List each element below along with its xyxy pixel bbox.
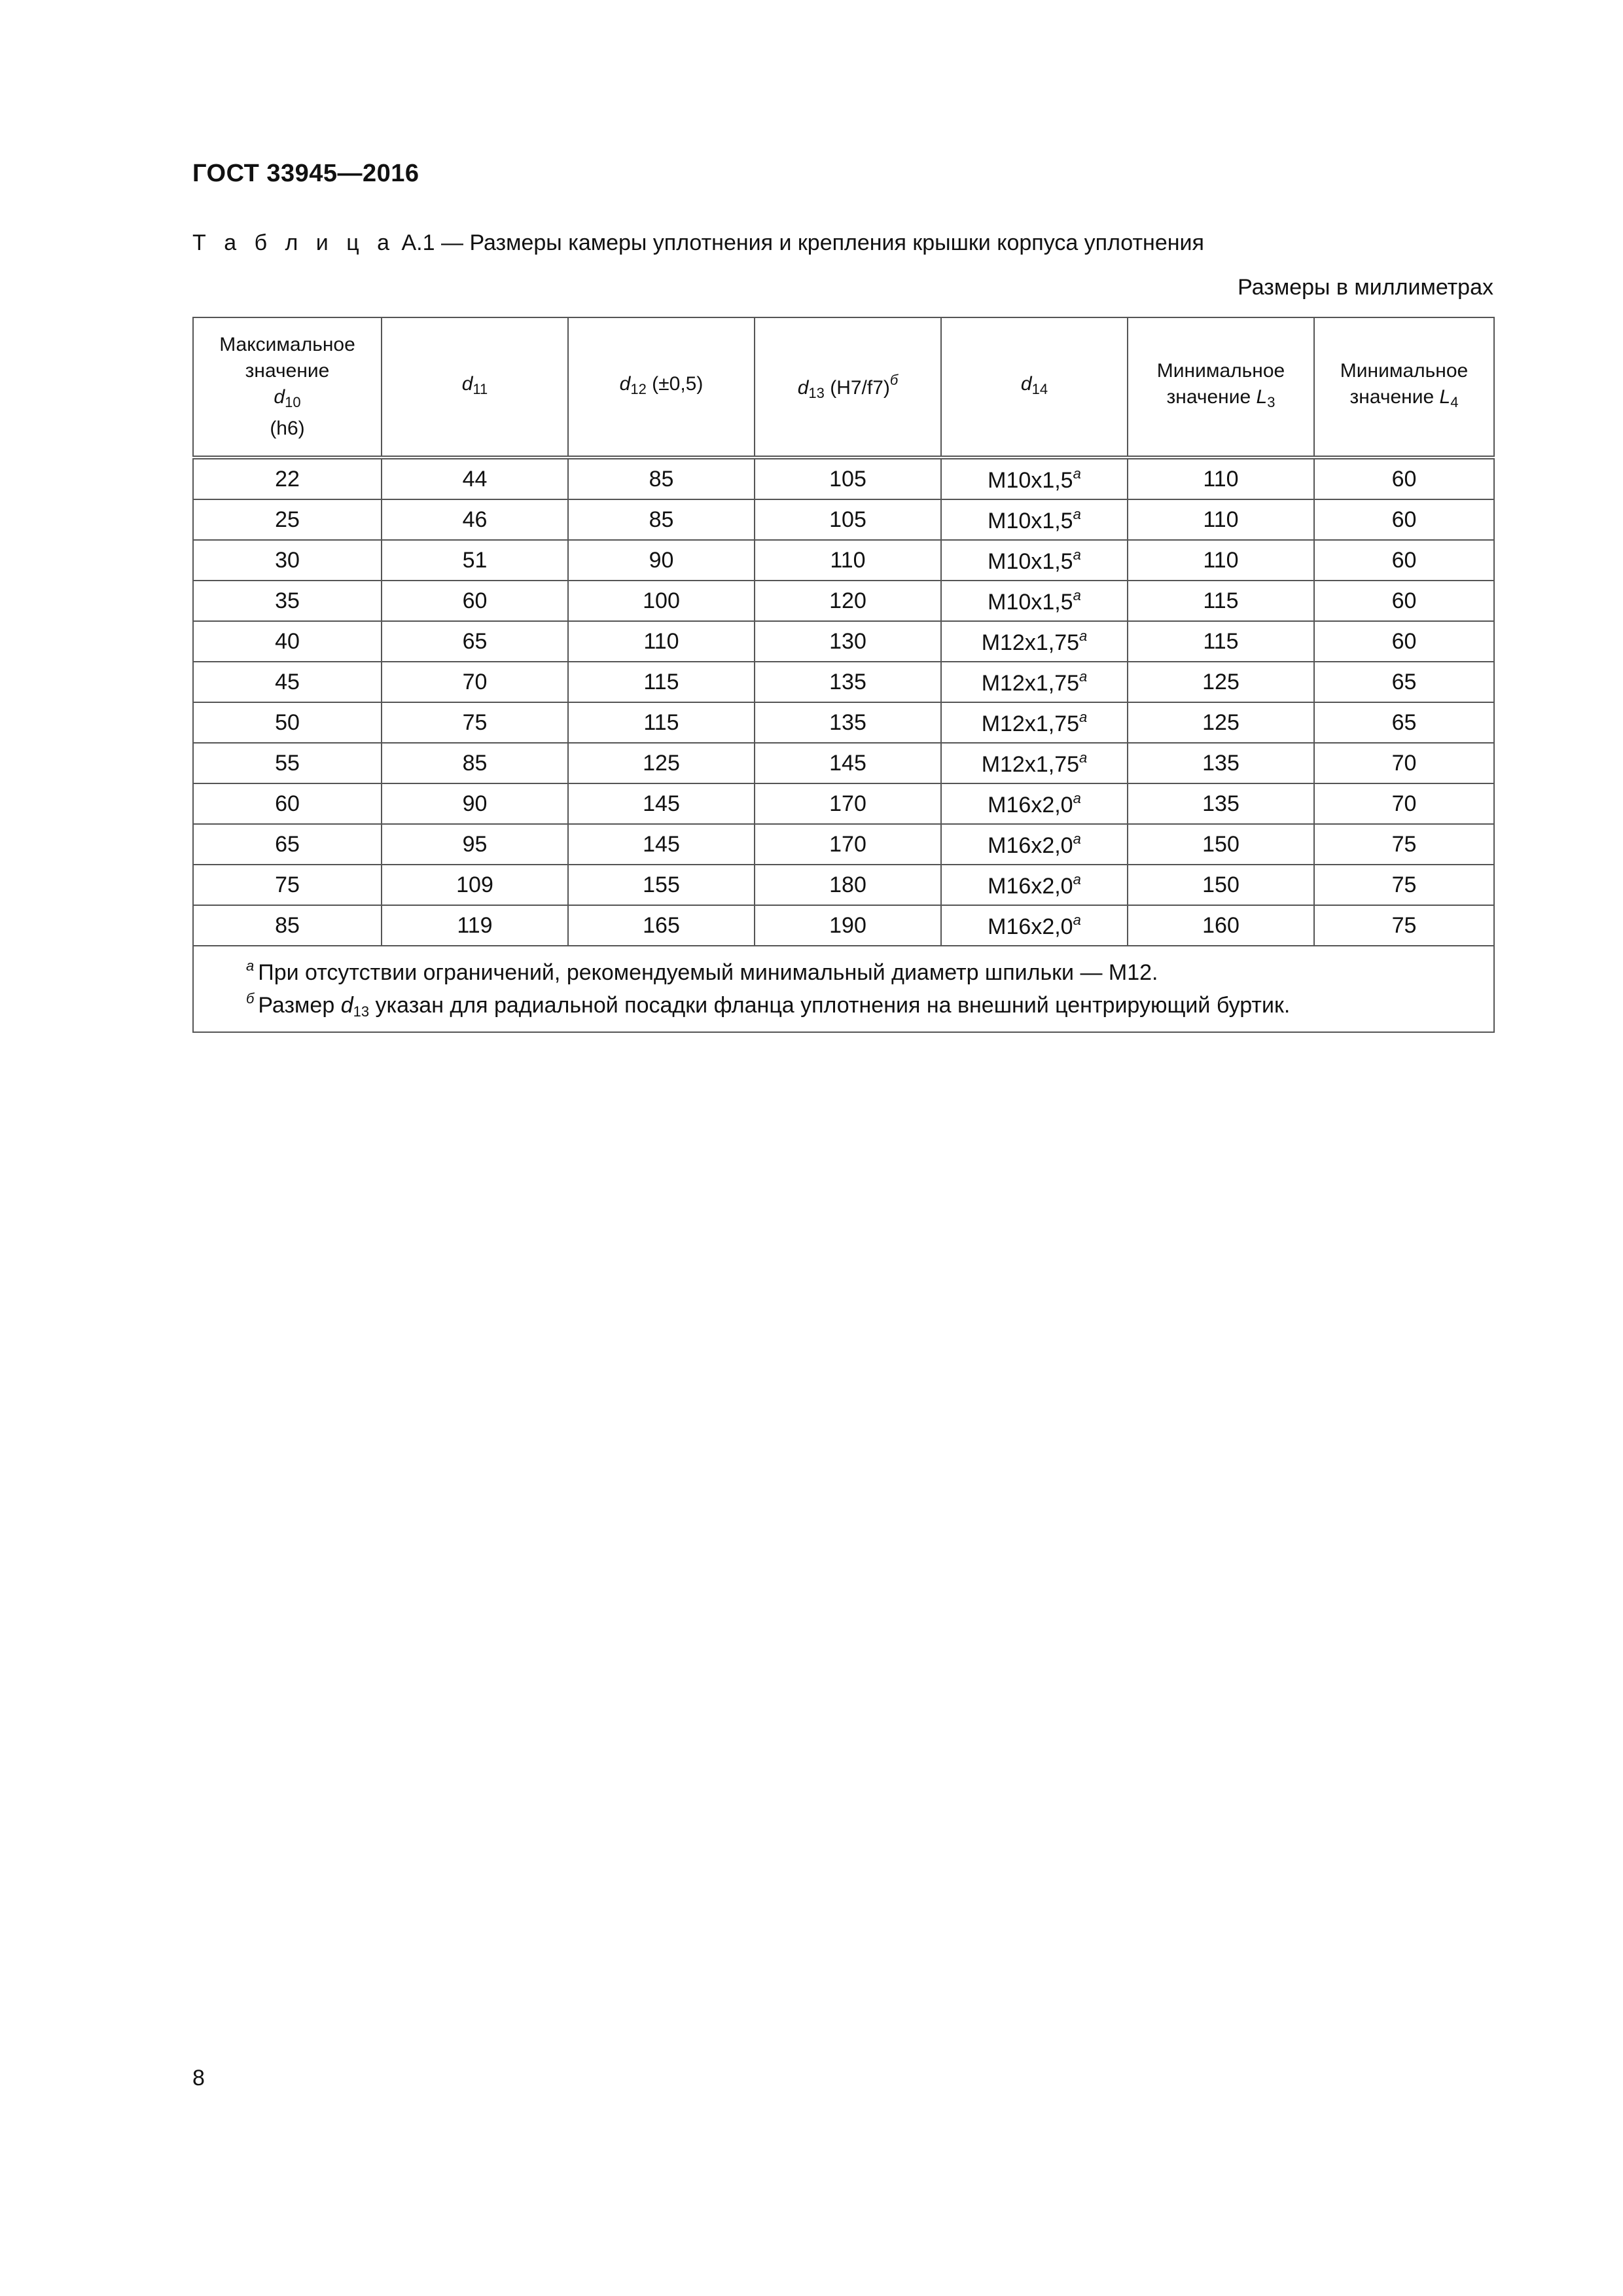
header-L4-line2: значение (1349, 386, 1440, 408)
cell-d13 (755, 581, 941, 621)
cell-d12 (568, 499, 755, 540)
header-L3-sub: 3 (1267, 394, 1275, 410)
footnote-b-post: указан для радиальной посадки фланца уплотнения на внешний центрирующий буртик. (369, 993, 1291, 1018)
cell-d10 (193, 824, 382, 865)
cell-d11-value: 51 (462, 547, 488, 573)
cell-d12 (568, 743, 755, 783)
cell-d10 (193, 783, 382, 824)
cell-d11 (382, 662, 568, 702)
cell-d14-value: M12x1,75 (981, 630, 1080, 655)
cell-L3 (1128, 457, 1314, 499)
cell-L3-value: 110 (1203, 466, 1239, 492)
cell-d10-value: 40 (275, 628, 300, 654)
cell-d10-value: 75 (275, 872, 300, 897)
cell-L3 (1128, 702, 1314, 743)
footnote-b-pre: Размер (258, 993, 341, 1018)
cell-d12-value: 90 (649, 547, 674, 573)
cell-L3-value: 125 (1202, 709, 1240, 735)
cell-L4 (1314, 581, 1494, 621)
footnote-b-sub: 13 (353, 1003, 370, 1020)
header-d14 (941, 317, 1128, 457)
footnote-b-mark: б (246, 990, 255, 1007)
cell-d13 (755, 783, 941, 824)
cell-d12-value: 125 (643, 750, 680, 776)
cell-d13-value: 105 (829, 507, 866, 532)
header-L4 (1314, 317, 1494, 457)
cell-d13-value: 110 (830, 547, 866, 573)
page-number: 8 (192, 2066, 205, 2090)
footnote-mark: a (1073, 911, 1081, 928)
cell-L3-value: 160 (1202, 912, 1240, 938)
cell-d13-value: 135 (829, 709, 866, 735)
cell-d12-value: 145 (643, 791, 680, 816)
cell-d11 (382, 457, 568, 499)
header-d11-sub: 11 (473, 381, 488, 397)
cell-d11-value: 109 (456, 872, 493, 897)
cell-d10 (193, 702, 382, 743)
cell-L4-value: 70 (1391, 750, 1417, 776)
cell-d11 (382, 621, 568, 662)
cell-d11-value: 60 (462, 588, 488, 613)
cell-L3 (1128, 499, 1314, 540)
cell-d10 (193, 540, 382, 581)
cell-d12 (568, 824, 755, 865)
cell-d12-value: 85 (649, 507, 674, 532)
cell-d14-value: M16x2,0 (988, 914, 1073, 939)
header-L3 (1128, 317, 1314, 457)
table-caption-dash: — (441, 230, 463, 255)
cell-L3-value: 115 (1203, 628, 1239, 654)
table-row (193, 457, 1494, 499)
cell-L4-value: 70 (1391, 791, 1417, 816)
footnote-b (246, 986, 1493, 1025)
cell-d11 (382, 905, 568, 946)
table-row (193, 662, 1494, 702)
cell-d13 (755, 702, 941, 743)
header-d10 (193, 317, 382, 457)
footnote-a-text: При отсутствии ограничений, рекомендуемый минимальный диаметр шпильки — M12. (258, 960, 1158, 985)
cell-L4 (1314, 662, 1494, 702)
table-row (193, 540, 1494, 581)
footnote-b-symbol: d (340, 993, 353, 1018)
cell-d14 (941, 905, 1128, 946)
cell-L4-value: 60 (1391, 628, 1417, 654)
table-row (193, 743, 1494, 783)
cell-d12-value: 85 (649, 466, 674, 492)
cell-d13-value: 120 (829, 588, 866, 613)
header-d14-symbol: d (1020, 373, 1032, 395)
header-d12 (568, 317, 755, 457)
cell-d12 (568, 662, 755, 702)
table-row (193, 621, 1494, 662)
units-note: Размеры в миллиметрах (1238, 275, 1493, 300)
cell-d13-value: 105 (829, 466, 866, 492)
cell-d14 (941, 662, 1128, 702)
cell-d11 (382, 581, 568, 621)
cell-L4 (1314, 540, 1494, 581)
footnote-mark: a (1079, 708, 1088, 725)
cell-d14 (941, 824, 1128, 865)
cell-d14 (941, 581, 1128, 621)
cell-d12 (568, 457, 755, 499)
cell-L4-value: 60 (1391, 547, 1417, 573)
cell-d11 (382, 824, 568, 865)
table-row (193, 581, 1494, 621)
header-d10-fit: (h6) (270, 418, 305, 439)
cell-d14 (941, 865, 1128, 905)
cell-L3 (1128, 743, 1314, 783)
cell-d11-value: 70 (462, 669, 488, 694)
cell-d13-value: 190 (829, 912, 866, 938)
header-L3-line1: Минимальное (1156, 360, 1285, 382)
cell-d10 (193, 905, 382, 946)
dimensions-table (192, 317, 1495, 1033)
cell-d12 (568, 865, 755, 905)
cell-d13 (755, 743, 941, 783)
header-L4-line1: Минимальное (1340, 360, 1469, 382)
table-header-row (193, 317, 1494, 457)
header-d10-line2: значение (245, 360, 330, 382)
cell-d13 (755, 905, 941, 946)
cell-L4-value: 75 (1391, 872, 1417, 897)
footnote-mark: a (1073, 505, 1081, 522)
cell-L4-value: 75 (1391, 831, 1417, 857)
cell-L3 (1128, 662, 1314, 702)
cell-d13-value: 180 (829, 872, 866, 897)
cell-d14-value: M10x1,5 (988, 589, 1073, 615)
cell-L4-value: 65 (1391, 669, 1417, 694)
header-d11-symbol: d (461, 373, 473, 395)
cell-d12 (568, 702, 755, 743)
cell-d11 (382, 743, 568, 783)
cell-d14 (941, 621, 1128, 662)
cell-L3 (1128, 905, 1314, 946)
footnote-mark: a (1073, 870, 1081, 888)
cell-d10-value: 45 (275, 669, 300, 694)
header-d12-sub: 12 (630, 381, 647, 397)
header-d10-symbol: d (274, 386, 285, 408)
footnote-mark: a (1079, 749, 1088, 766)
cell-L4 (1314, 865, 1494, 905)
footnote-mark: a (1073, 830, 1081, 847)
cell-d12-value: 115 (643, 669, 679, 694)
cell-d13-value: 170 (829, 831, 866, 857)
cell-L4-value: 75 (1391, 912, 1417, 938)
cell-d14-value: M16x2,0 (988, 833, 1073, 858)
cell-L4-value: 65 (1391, 709, 1417, 735)
cell-d10-value: 30 (275, 547, 300, 573)
cell-d10 (193, 621, 382, 662)
cell-d14 (941, 702, 1128, 743)
cell-d14 (941, 457, 1128, 499)
cell-d13 (755, 824, 941, 865)
cell-d13 (755, 621, 941, 662)
cell-L3-value: 115 (1203, 588, 1239, 613)
footnote-mark: a (1073, 789, 1081, 806)
header-L4-sub: 4 (1450, 394, 1459, 410)
cell-d13 (755, 540, 941, 581)
cell-L3 (1128, 865, 1314, 905)
header-d10-sub: 10 (285, 394, 301, 410)
footnote-mark: a (1073, 465, 1081, 482)
cell-d13 (755, 865, 941, 905)
header-d13 (755, 317, 941, 457)
cell-L3-value: 135 (1202, 791, 1240, 816)
cell-d12-value: 100 (643, 588, 680, 613)
header-d13-symbol: d (797, 377, 809, 399)
footnote-mark: a (1073, 546, 1081, 563)
table-caption-label: Т а б л и ц а (192, 230, 396, 255)
cell-d14-value: M16x2,0 (988, 873, 1073, 899)
cell-d11 (382, 499, 568, 540)
cell-d10-value: 55 (275, 750, 300, 776)
cell-L3 (1128, 540, 1314, 581)
cell-d14-value: M10x1,5 (988, 548, 1073, 574)
cell-L3-value: 110 (1203, 507, 1239, 532)
cell-L3-value: 125 (1202, 669, 1240, 694)
cell-L4 (1314, 499, 1494, 540)
header-d13-fit: (H7/f7) (824, 377, 890, 399)
cell-d14-value: M12x1,75 (981, 670, 1080, 696)
header-d14-sub: 14 (1031, 381, 1048, 397)
cell-d10 (193, 865, 382, 905)
cell-d11-value: 75 (462, 709, 488, 735)
footnotes-row (193, 946, 1494, 1032)
footnotes-cell (193, 946, 1494, 1032)
cell-L3 (1128, 824, 1314, 865)
cell-d10-value: 65 (275, 831, 300, 857)
header-d10-line1: Максимальное (219, 334, 355, 355)
cell-d10 (193, 743, 382, 783)
cell-d14-value: M10x1,5 (988, 467, 1073, 493)
cell-d14 (941, 499, 1128, 540)
table-row (193, 865, 1494, 905)
cell-d10 (193, 499, 382, 540)
cell-d12 (568, 905, 755, 946)
footnote-mark: a (1079, 627, 1088, 644)
cell-d12 (568, 621, 755, 662)
footnote-mark: a (1079, 668, 1088, 685)
cell-L3-value: 150 (1202, 831, 1240, 857)
cell-d14-value: M10x1,5 (988, 508, 1073, 533)
cell-d13-value: 130 (829, 628, 866, 654)
cell-L3 (1128, 581, 1314, 621)
table-body (193, 457, 1494, 946)
cell-L4-value: 60 (1391, 466, 1417, 492)
header-d12-tolerance: (±0,5) (646, 373, 704, 395)
cell-L4-value: 60 (1391, 588, 1417, 613)
cell-d12 (568, 581, 755, 621)
cell-d11 (382, 783, 568, 824)
cell-L4 (1314, 621, 1494, 662)
cell-d11-value: 90 (462, 791, 488, 816)
cell-d12-value: 145 (643, 831, 680, 857)
cell-L4 (1314, 824, 1494, 865)
cell-L4 (1314, 457, 1494, 499)
table-caption-title: Размеры камеры уплотнения и крепления крышки корпуса уплотнения (469, 230, 1204, 255)
cell-d11-value: 46 (462, 507, 488, 532)
header-d13-footnote-mark: б (889, 372, 899, 388)
cell-d14-value: M12x1,75 (981, 751, 1080, 777)
cell-L4 (1314, 743, 1494, 783)
cell-d13-value: 135 (829, 669, 866, 694)
cell-d11-value: 85 (462, 750, 488, 776)
cell-d12-value: 165 (643, 912, 680, 938)
header-L3-line2: значение (1166, 386, 1257, 408)
cell-d13 (755, 499, 941, 540)
cell-d11-value: 119 (457, 912, 493, 938)
cell-d10-value: 60 (275, 791, 300, 816)
header-L4-symbol: L (1439, 386, 1451, 408)
cell-L3 (1128, 621, 1314, 662)
cell-d14 (941, 783, 1128, 824)
cell-d11 (382, 865, 568, 905)
cell-L3-value: 135 (1202, 750, 1240, 776)
cell-d10-value: 22 (275, 466, 300, 492)
cell-L3-value: 110 (1203, 547, 1239, 573)
table-row (193, 783, 1494, 824)
header-d11 (382, 317, 568, 457)
cell-d14 (941, 540, 1128, 581)
table-row (193, 499, 1494, 540)
header-d12-symbol: d (619, 373, 631, 395)
cell-d10-value: 85 (275, 912, 300, 938)
cell-d13-value: 170 (829, 791, 866, 816)
cell-d13 (755, 662, 941, 702)
cell-d11 (382, 540, 568, 581)
footnote-mark: a (1073, 586, 1081, 603)
cell-L4 (1314, 905, 1494, 946)
cell-L4 (1314, 702, 1494, 743)
document-code: ГОСТ 33945—2016 (192, 160, 419, 187)
cell-L3 (1128, 783, 1314, 824)
cell-d12 (568, 540, 755, 581)
cell-d10-value: 25 (275, 507, 300, 532)
footnote-a (246, 953, 1493, 986)
cell-d14-value: M12x1,75 (981, 711, 1080, 736)
header-L3-symbol: L (1256, 386, 1268, 408)
cell-d11-value: 95 (462, 831, 488, 857)
cell-d12-value: 110 (643, 628, 679, 654)
cell-d10-value: 50 (275, 709, 300, 735)
table-row (193, 824, 1494, 865)
cell-d10-value: 35 (275, 588, 300, 613)
table-caption (192, 230, 1204, 256)
header-d13-sub: 13 (808, 385, 825, 401)
cell-d12-value: 115 (643, 709, 679, 735)
footnote-a-mark: a (246, 958, 255, 974)
cell-L4-value: 60 (1391, 507, 1417, 532)
cell-d12 (568, 783, 755, 824)
cell-d14 (941, 743, 1128, 783)
cell-d11-value: 65 (462, 628, 488, 654)
cell-d10 (193, 457, 382, 499)
cell-d14-value: M16x2,0 (988, 792, 1073, 817)
cell-d13-value: 145 (829, 750, 866, 776)
cell-d13 (755, 457, 941, 499)
cell-d11 (382, 702, 568, 743)
cell-d12-value: 155 (643, 872, 680, 897)
cell-d10 (193, 662, 382, 702)
table-caption-number: А.1 (401, 230, 435, 255)
cell-L3-value: 150 (1202, 872, 1240, 897)
cell-d10 (193, 581, 382, 621)
table-row (193, 702, 1494, 743)
table-row (193, 905, 1494, 946)
cell-L4 (1314, 783, 1494, 824)
cell-d11-value: 44 (462, 466, 488, 492)
